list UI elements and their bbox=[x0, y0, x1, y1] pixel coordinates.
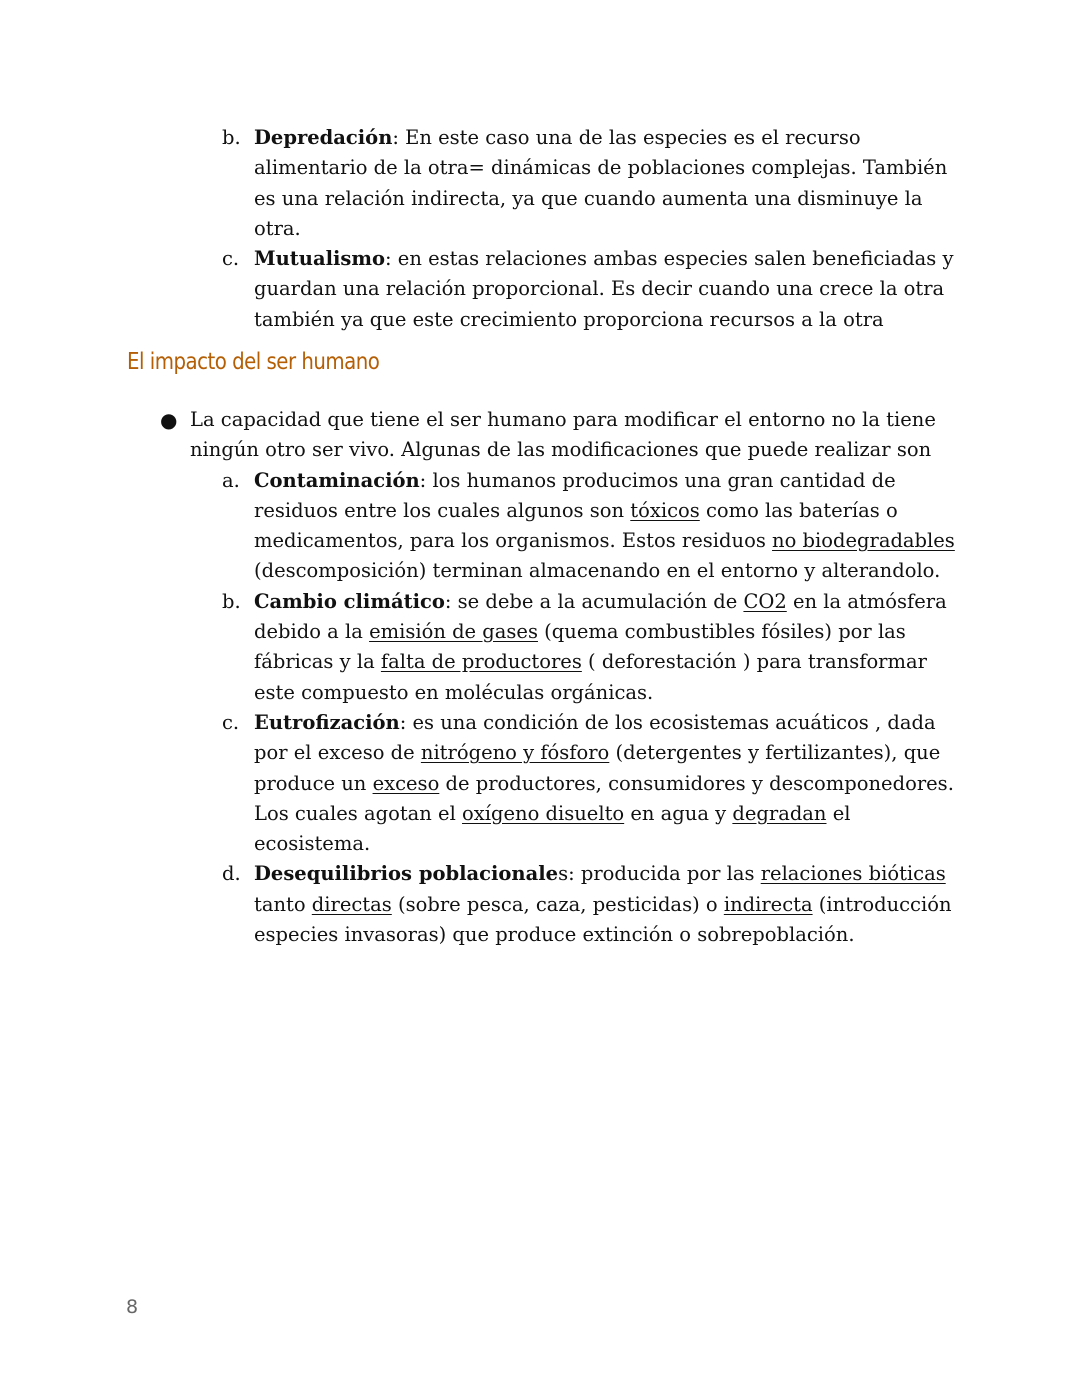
list-marker: d. bbox=[222, 862, 241, 886]
text-segment: en agua y bbox=[624, 801, 733, 825]
underlined-term: no biodegradables bbox=[772, 529, 955, 553]
human-impact-section bbox=[0, 405, 1080, 950]
list-item-mutualismo bbox=[0, 244, 1080, 335]
text-segment: s: producida por las bbox=[558, 862, 761, 886]
list-marker: c. bbox=[222, 710, 240, 734]
term-mutualismo: Mutualismo bbox=[254, 247, 386, 271]
text-segment: (detergentes y fertilizantes), que produce un bbox=[254, 741, 941, 795]
list-item-contaminacion bbox=[0, 466, 1080, 587]
underlined-term: nitrógeno y fósforo bbox=[420, 741, 610, 765]
underlined-term: falta de productores bbox=[380, 650, 582, 674]
text-segment: (descomposición) terminan almacenando en el entorno y alterandolo. bbox=[254, 559, 941, 583]
text-segment: tanto bbox=[254, 892, 312, 916]
list-item-cambio-climatico bbox=[0, 587, 1080, 708]
underlined-term: emisión de gases bbox=[369, 620, 538, 644]
term-eutrofizacion: Eutrofización bbox=[254, 710, 400, 734]
list-marker: c. bbox=[222, 247, 240, 271]
definition-text: : en estas relaciones ambas especies salen beneficiadas y guardan una relación proporcional. Es decir cuando una crece la otra también ya que este crecimiento proporciona recursos a la otra bbox=[254, 247, 954, 331]
term-cambio-climatico: Cambio climático bbox=[254, 589, 445, 613]
underlined-term: oxígeno disuelto bbox=[462, 801, 625, 825]
text-segment: : los humanos producimos una gran cantidad de residuos entre los cuales algunos son bbox=[254, 468, 896, 522]
bullet-dot-icon: ● bbox=[160, 408, 178, 432]
text-segment: (introducción especies invasoras) que produce extinción o sobrepoblación. bbox=[254, 892, 952, 947]
list-item-depredacion bbox=[0, 123, 1080, 244]
text-segment: el ecosistema. bbox=[254, 801, 851, 856]
text-segment: de productores, consumidores y descomponedores. Los cuales agotan el bbox=[254, 771, 954, 825]
term-contaminacion: Contaminación bbox=[254, 468, 420, 492]
underlined-term: tóxicos bbox=[630, 498, 700, 522]
term-depredacion: Depredación bbox=[254, 126, 393, 149]
underlined-term: CO2 bbox=[743, 589, 787, 613]
underlined-term: indirecta bbox=[723, 892, 813, 916]
underlined-term: directas bbox=[311, 892, 392, 916]
text-segment: (sobre pesca, caza, pesticidas) o bbox=[391, 892, 724, 916]
underlined-term: exceso bbox=[372, 771, 440, 795]
text-segment: (quema combustibles fósiles) por las fábricas y la bbox=[254, 620, 906, 674]
list-marker: a. bbox=[222, 468, 240, 492]
interaction-list bbox=[0, 123, 1080, 335]
text-segment: ( deforestación ) para transformar este compuesto en moléculas orgánicas. bbox=[254, 650, 927, 704]
bullet-item-intro bbox=[0, 405, 1080, 466]
underlined-term: relaciones bióticas bbox=[760, 862, 946, 886]
text-segment: : es una condición de los ecosistemas acuáticos , dada por el exceso de bbox=[254, 710, 936, 765]
term-desequilibrios: Desequilibrios poblacionale bbox=[254, 862, 559, 886]
list-item-desequilibrios bbox=[0, 859, 1080, 950]
section-heading: El impacto del ser humano bbox=[127, 349, 380, 375]
definition-text: : En este caso una de las especies es el recurso alimentario de la otra= dinámicas de poblaciones complejas. También es una relación indirecta, ya que cuando aumenta una disminuye la otra. bbox=[254, 126, 948, 240]
text-segment: como las baterías o medicamentos, para los organismos. Estos residuos bbox=[254, 498, 898, 553]
list-item-eutrofizacion bbox=[0, 708, 1080, 859]
list-marker: b. bbox=[222, 126, 241, 149]
underlined-term: degradan bbox=[732, 801, 827, 825]
page-number: 8 bbox=[126, 1296, 139, 1318]
text-segment: en la atmósfera debido a la bbox=[254, 589, 947, 644]
bullet-text: La capacidad que tiene el ser humano para modificar el entorno no la tiene ningún otro ser vivo. Algunas de las modificaciones que puede realizar son bbox=[190, 408, 936, 462]
list-marker: b. bbox=[222, 589, 241, 613]
text-segment: : se debe a la acumulación de bbox=[444, 589, 744, 613]
